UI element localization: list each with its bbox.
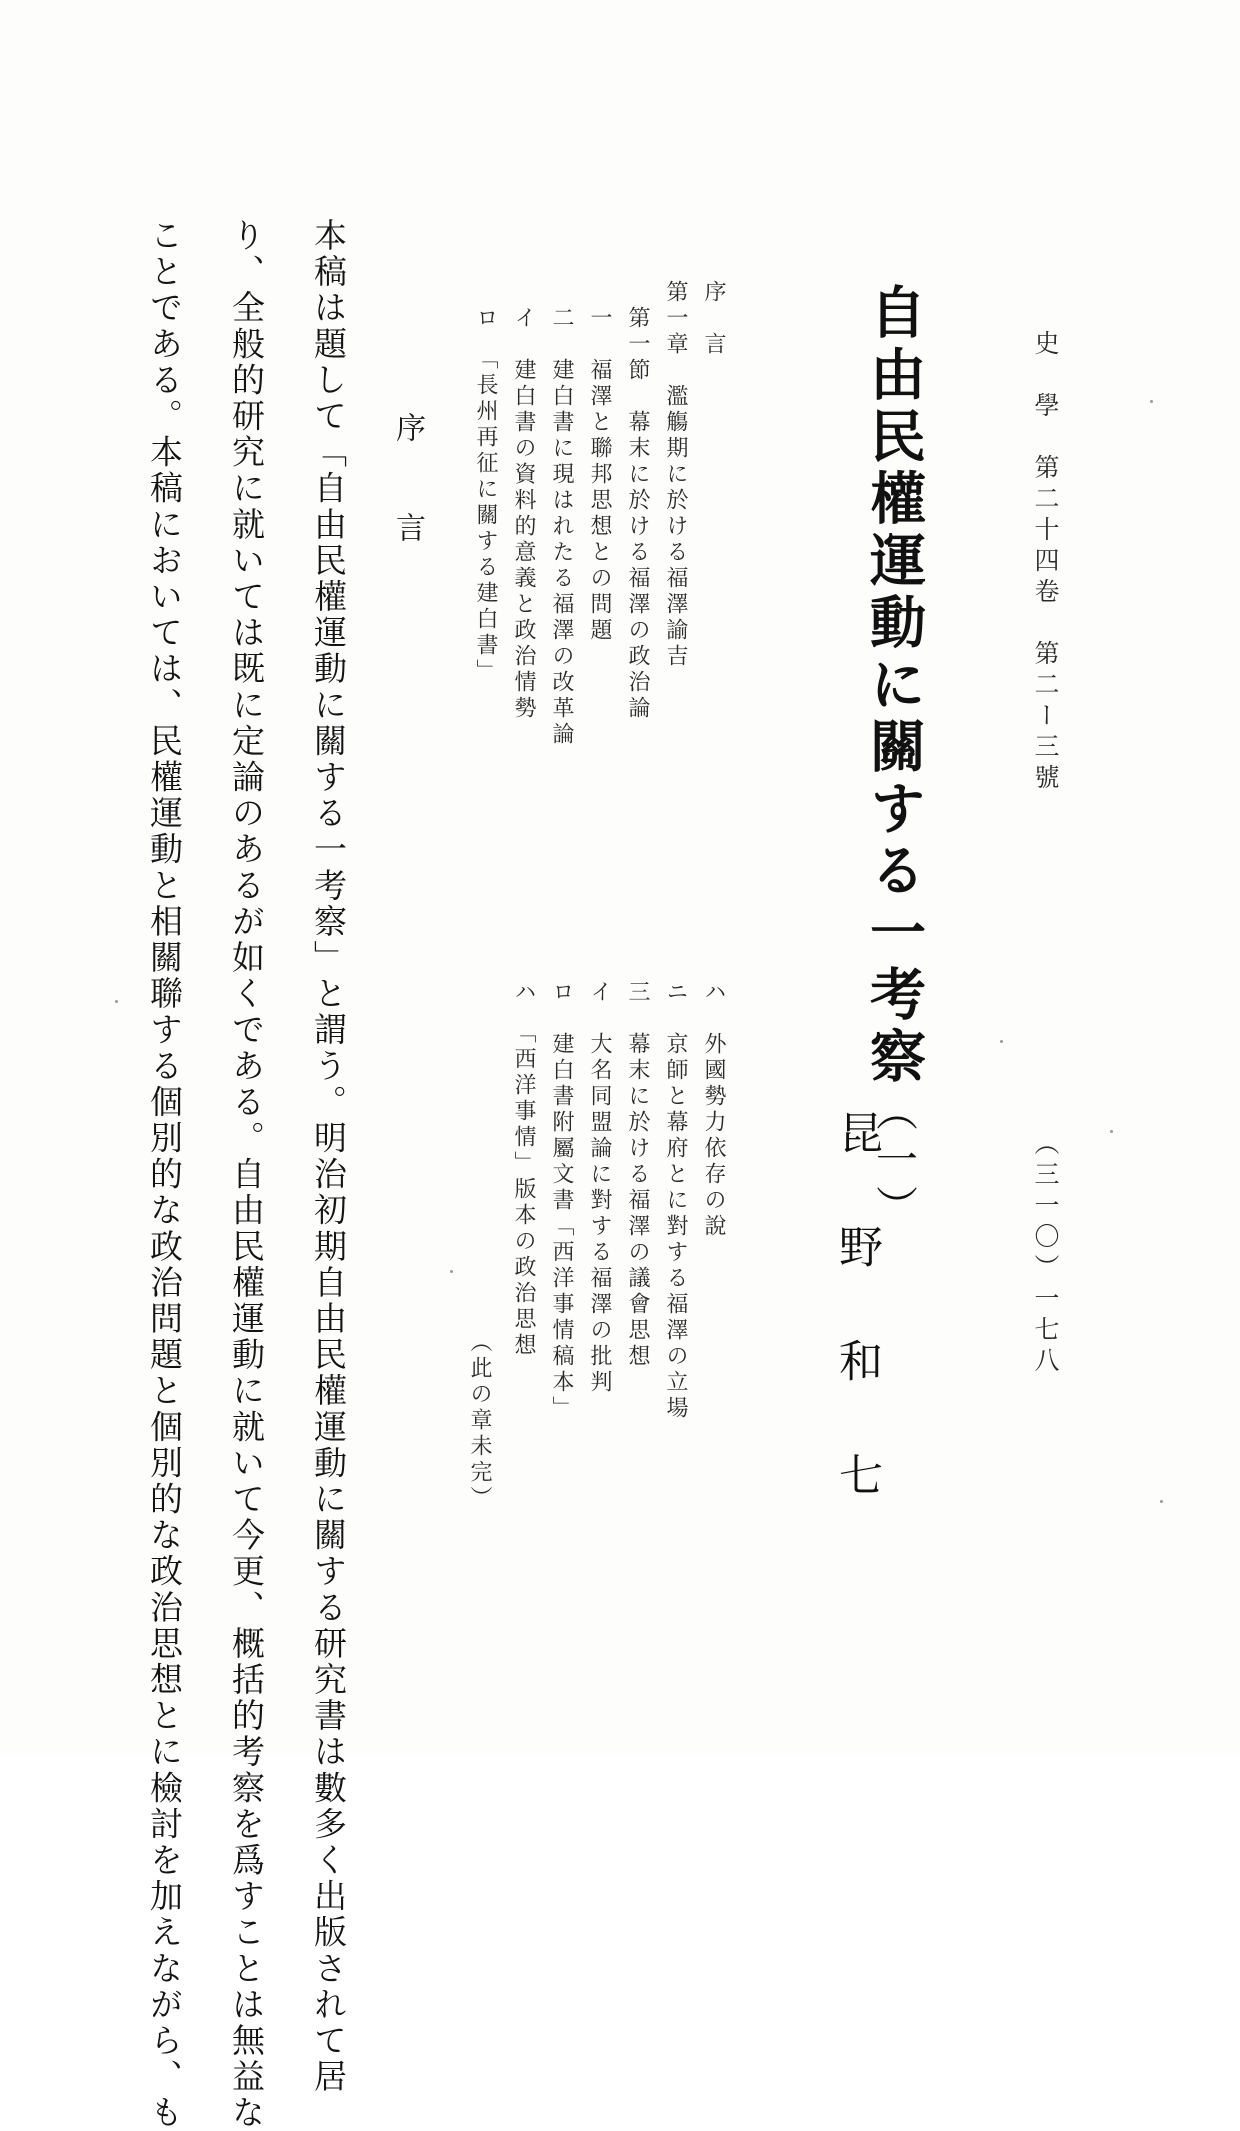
toc-item: 第一節 幕末に於ける福澤の政治論: [625, 280, 650, 722]
toc-item: イ 大名同盟論に對する福澤の批判: [587, 980, 612, 1396]
journal-name: 史 學: [1031, 330, 1060, 423]
scan-speck: [115, 1000, 118, 1003]
toc-item: ロ 「長州再征に關する建白書」: [473, 280, 498, 685]
scan-speck: [1110, 1130, 1113, 1133]
issue-number: 第二ー三號: [1031, 640, 1060, 795]
scan-speck: [1150, 400, 1153, 403]
author-name: 昆野和七: [831, 1110, 882, 1566]
page-number: （三一〇）一七八: [1031, 1130, 1060, 1378]
toc-item: 第一章 濫觴期に於ける福澤諭吉: [663, 280, 688, 670]
scan-speck: [450, 1270, 453, 1273]
toc-item: 二 建白書に現はれたる福澤の改革論: [549, 280, 574, 748]
article-part: （一）: [870, 1089, 919, 1233]
toc-item: ニ 京師と幕府とに對する福澤の立場: [663, 980, 688, 1422]
toc-item: 三 幕末に於ける福澤の議會思想: [625, 980, 650, 1370]
toc-item: ハ 「西洋事情」版本の政治思想: [511, 980, 536, 1359]
body-text-column: り、全般的研究に就いては既に定論のあるが如くである。自由民權運動に就いて今更、概括的考察を爲すことは無益な: [227, 218, 266, 2131]
scan-speck: [1160, 1500, 1163, 1503]
article-title: [861, 283, 927, 1233]
toc-item: ロ 建白書附屬文書「西洋事情稿本」: [549, 980, 574, 1422]
toc-item: イ 建白書の資料的意義と政治情勢: [511, 280, 536, 722]
toc-item: 一 福澤と聯邦思想との問題: [587, 280, 612, 644]
volume-number: 第二十四卷: [1031, 454, 1060, 609]
body-text-column: ことである。本稿においては、民權運動と相關聯する個別的な政治問題と個別的な政治思想とに檢討を加えながら、も: [145, 218, 184, 2131]
toc-item: ハ 外國勢力依存の說: [701, 980, 726, 1240]
article-title-text: 自由民權運動に關する一考察: [861, 283, 927, 1089]
running-header: [1033, 330, 1058, 795]
body-text-column: 本稿は題して「自由民權運動に關する一考察」と謂う。明治初期自由民權運動に關する研究書は數多く出版されて居: [309, 218, 348, 2096]
toc-note: （此の章未完）: [467, 1330, 492, 1512]
scan-speck: [1000, 1040, 1003, 1043]
toc-item: 序 言: [701, 280, 726, 358]
section-heading: 序言: [390, 412, 425, 612]
